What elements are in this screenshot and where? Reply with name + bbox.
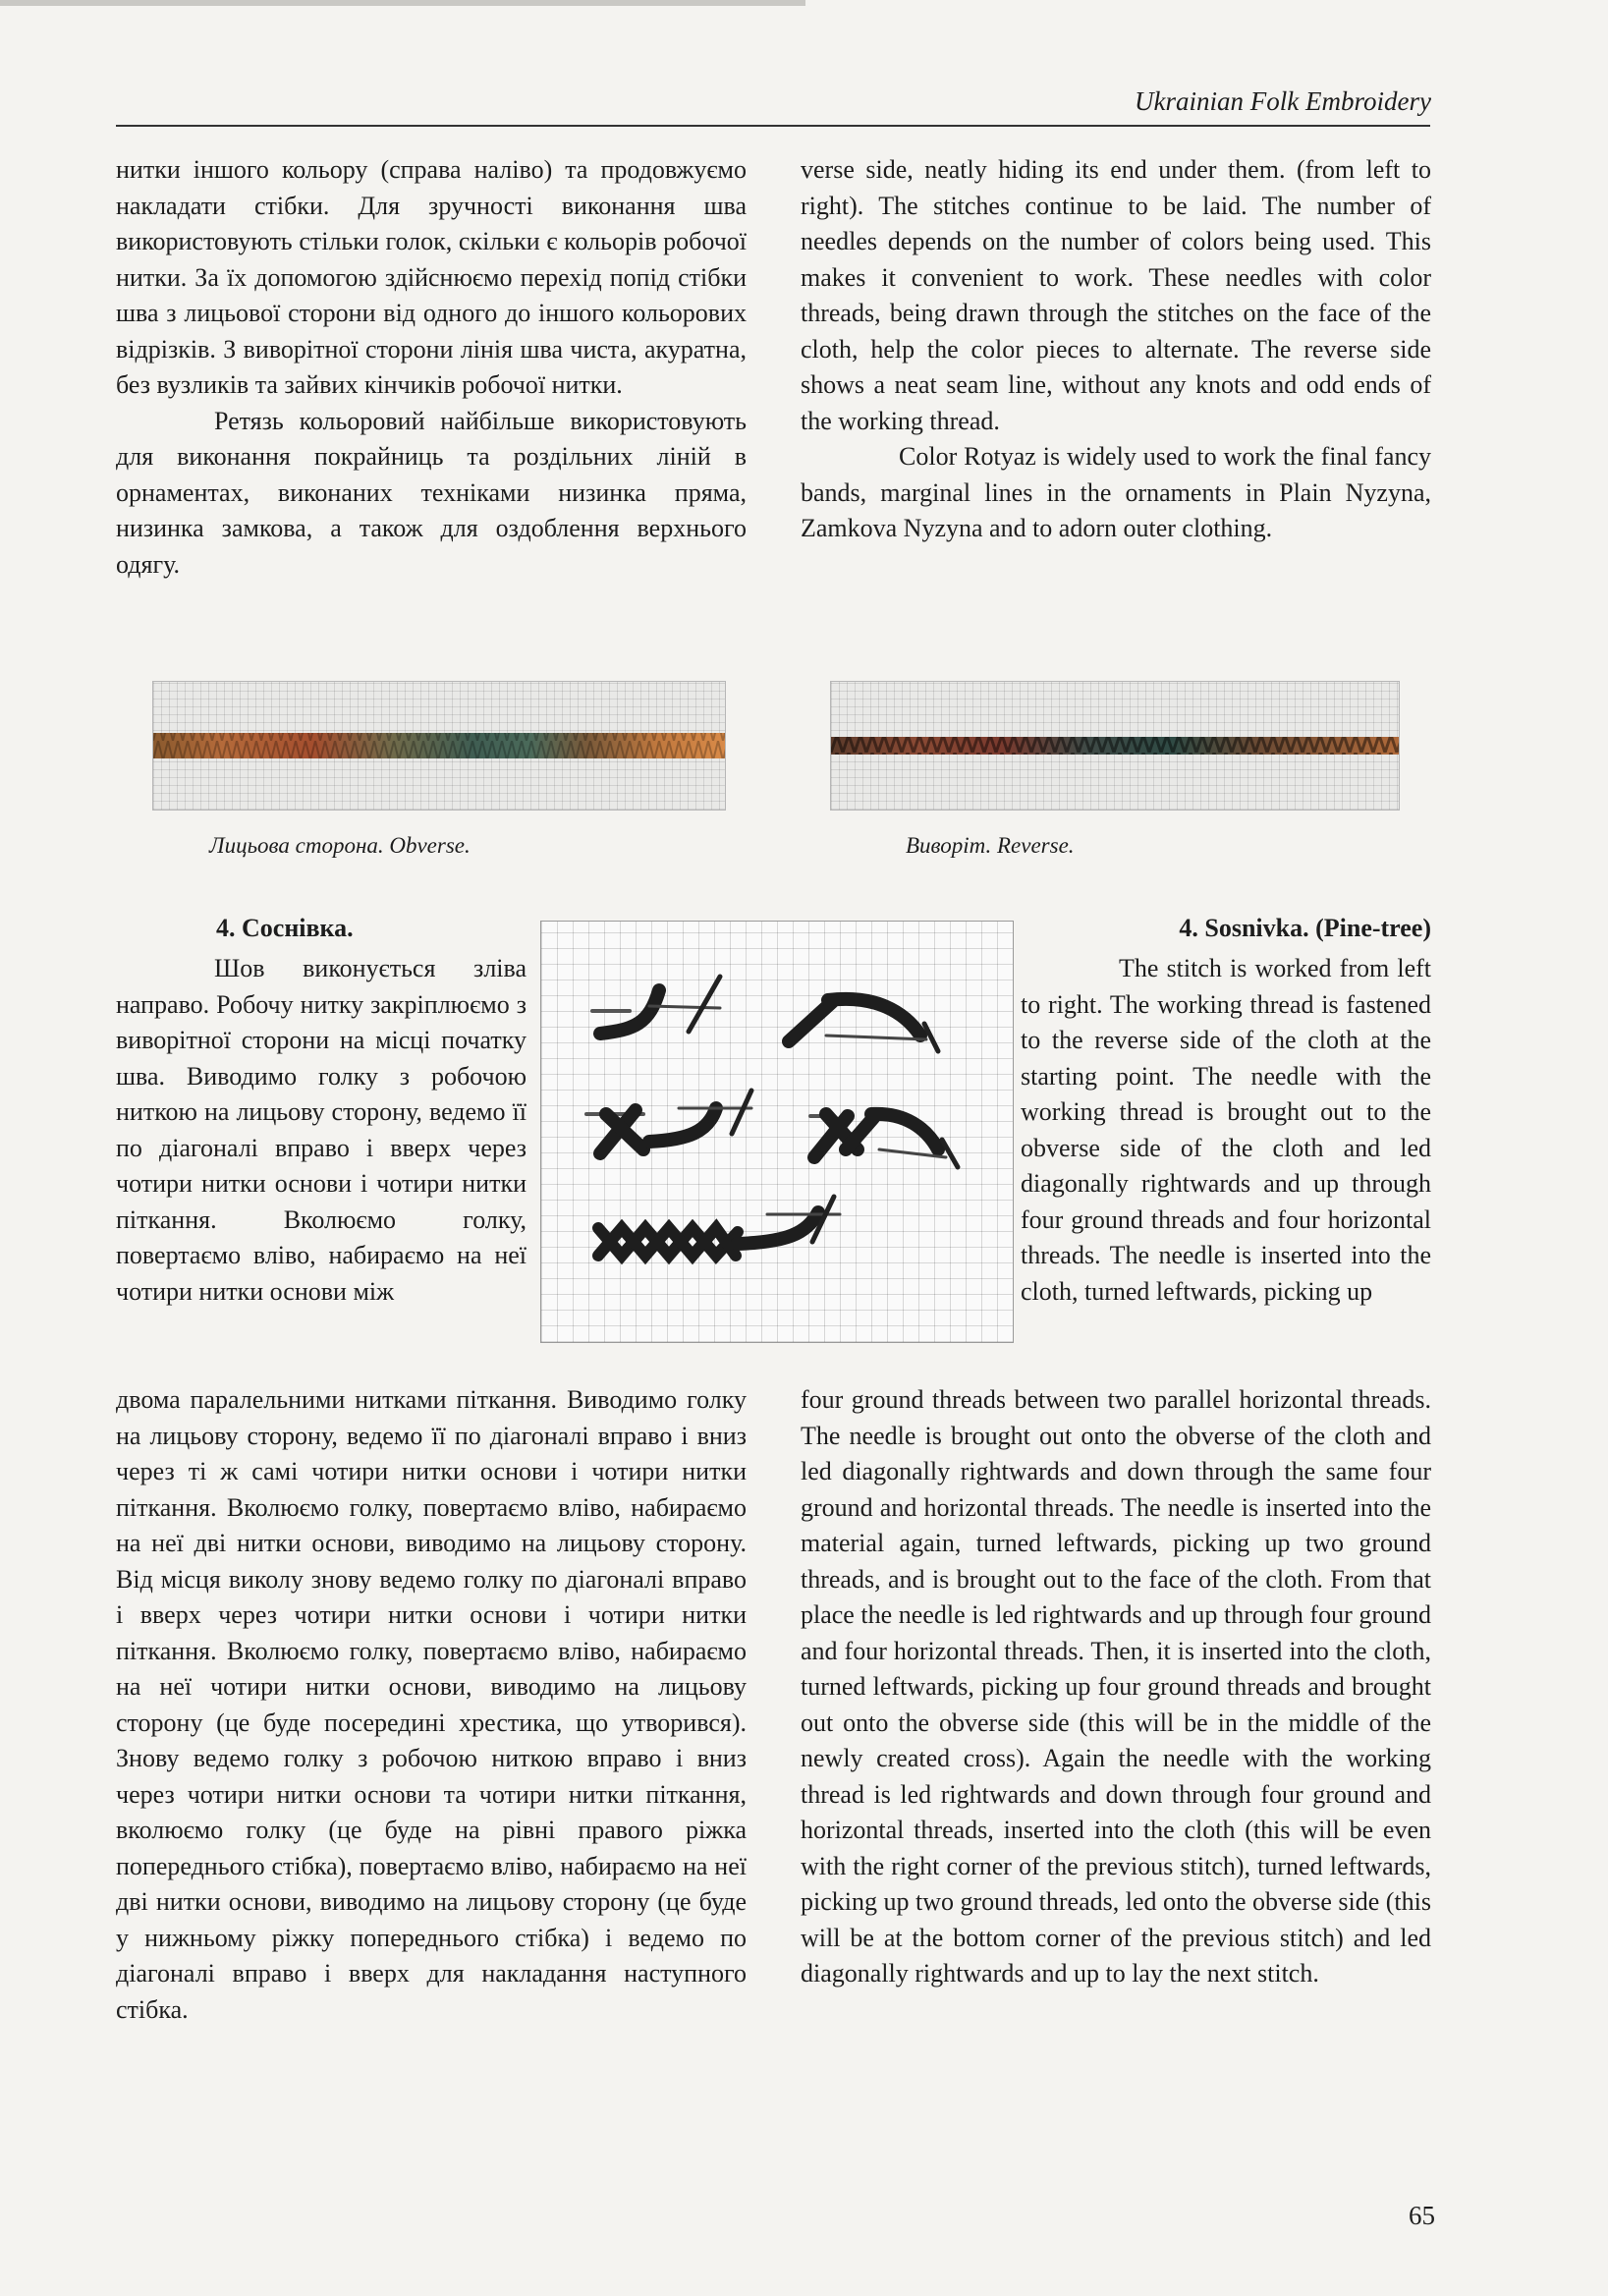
left-section-paragraph-2: двома паралельними нитками піткання. Виводимо голку на лицьову сторону, ведемо її по діагоналі вправо і вниз через ті ж самі чотири нитки основи і чотири нитки піткання. Вколюємо голку, повертаємо вліво, набираємо на неї дві нитки основи, виводимо на лицьову сторону. Від місця виколу знову ведемо голку по діагоналі вправо і вверх через чотири нитки основи і чотири нитки піткання. Вколюємо голку, повертаємо вліво, набираємо на неї чотири нитки основи, виводимо на лицьову сторону (це буде посередині хрестика, що утворився). Знову ведемо голку з робочою ниткою вправо і вниз через чотири нитки основи та чотири нитки піткання, вколюємо голку (це буде на рівні правого ріжка попереднього стібка), повертаємо вліво, набираємо на неї дві нитки основи, виводимо на лицьову сторону (це буде у нижньому ріжку попереднього стібка) і ведемо по діагоналі вправо і вверх для накладання наступного стібка. bbox=[116, 1385, 747, 2024]
right-section-wide-text bbox=[801, 1382, 1431, 1992]
left-section-narrow-text bbox=[116, 951, 527, 1310]
left-section-paragraph-1: Шов виконується зліва направо. Робочу нитку закріплюємо з виворітної сторони на місці початку шва. Виводимо голку з робочою ниткою на лицьову сторону, ведемо її по діагоналі вправо і вверх через чотири нитки основи і чотири нитки піткання. Вколюємо голку, повертаємо вліво, набираємо на неї чотири нитки основи між bbox=[116, 954, 527, 1306]
left-top-paragraph-2: Ретязь кольоровий найбільше використовують для виконання покрайниць та роздільних ліній в орнаментах, виконаних техніками низинка пряма, низинка замкова, а також для оздоблення верхнього одягу. bbox=[116, 406, 747, 579]
right-section-paragraph-1: The stitch is worked from left to right. The working thread is fastened to the reverse side of the cloth at the starting point. The needle with the working thread is brought out to the obverse side of the cloth and led diagonally rightwards and up through four ground threads and four horizontal threads. The needle is inserted into the cloth, turned leftwards, picking up bbox=[1021, 954, 1431, 1306]
top-edge-strip bbox=[0, 0, 805, 6]
right-section-narrow-text bbox=[1021, 951, 1431, 1310]
right-section-paragraph-2: four ground threads between two parallel horizontal threads. The needle is brought out onto the obverse of the cloth and led diagonally rightwards and down through the same four ground and horizontal threads. The needle is inserted into the material again, turned leftwards, picking up two ground threads, and is brought out to the face of the cloth. From that place the needle is led rightwards and up through four ground and four horizontal threads. Then, it is inserted into the cloth, turned leftwards, picking up four ground threads and brought out onto the obverse side (this will be in the middle of the newly created cross). Again the needle with the working thread is led rightwards and down through four ground and horizontal threads, inserted into the cloth (this will be even with the right corner of the previous stitch), turned leftwards, picking up two ground threads, led onto the obverse side (this will be at the bottom corner of the previous stitch) and led diagonally rightwards and up to lay the next stitch. bbox=[801, 1385, 1431, 1988]
left-section-wide-text bbox=[116, 1382, 747, 2028]
left-top-paragraph-1: нитки іншого кольору (справа наліво) та продовжуємо накладати стібки. Для зручності виконання шва використовують стільки голок, скільки є кольорів робочої нитки. За їх допомогою здійснюємо перехід попід стібки шва з лицьової сторони від одного до іншого кольорових відрізків. З виворітної сторони лінія шва чиста, акуратна, без вузликів та зайвих кінчиків робочої нитки. bbox=[116, 155, 747, 399]
stitch-diagram bbox=[540, 921, 1014, 1343]
running-title: Ukrainian Folk Embroidery bbox=[1135, 86, 1431, 116]
header-rule bbox=[116, 125, 1430, 127]
right-top-paragraph-1: verse side, neatly hiding its end under them. (from left to right). The stitches continue to be laid. The number of needles depends on the number of colors being used. This makes it convenient to work. These needles with color threads, being drawn through the stitches on the face of the cloth, help the color pieces to alternate. The reverse side shows a neat seam line, without any knots and odd ends of the working thread. bbox=[801, 155, 1431, 435]
reverse-sample-image bbox=[830, 681, 1400, 811]
obverse-sample-image bbox=[152, 681, 726, 811]
right-top-column bbox=[801, 152, 1431, 547]
obverse-caption: Лицьова сторона. Obverse. bbox=[209, 833, 471, 858]
reverse-caption: Виворіт. Reverse. bbox=[906, 833, 1075, 858]
section-heading-en: 4. Sosnivka. (Pine-tree) bbox=[1179, 914, 1431, 942]
section-heading-uk: 4. Соснівка. bbox=[216, 914, 354, 942]
page-number: 65 bbox=[1409, 2201, 1435, 2230]
left-top-column bbox=[116, 152, 747, 583]
right-top-paragraph-2: Color Rotyaz is widely used to work the final fancy bands, marginal lines in the ornaments in Plain Nyzyna, Zamkova Nyzyna and to adorn outer clothing. bbox=[801, 442, 1431, 542]
